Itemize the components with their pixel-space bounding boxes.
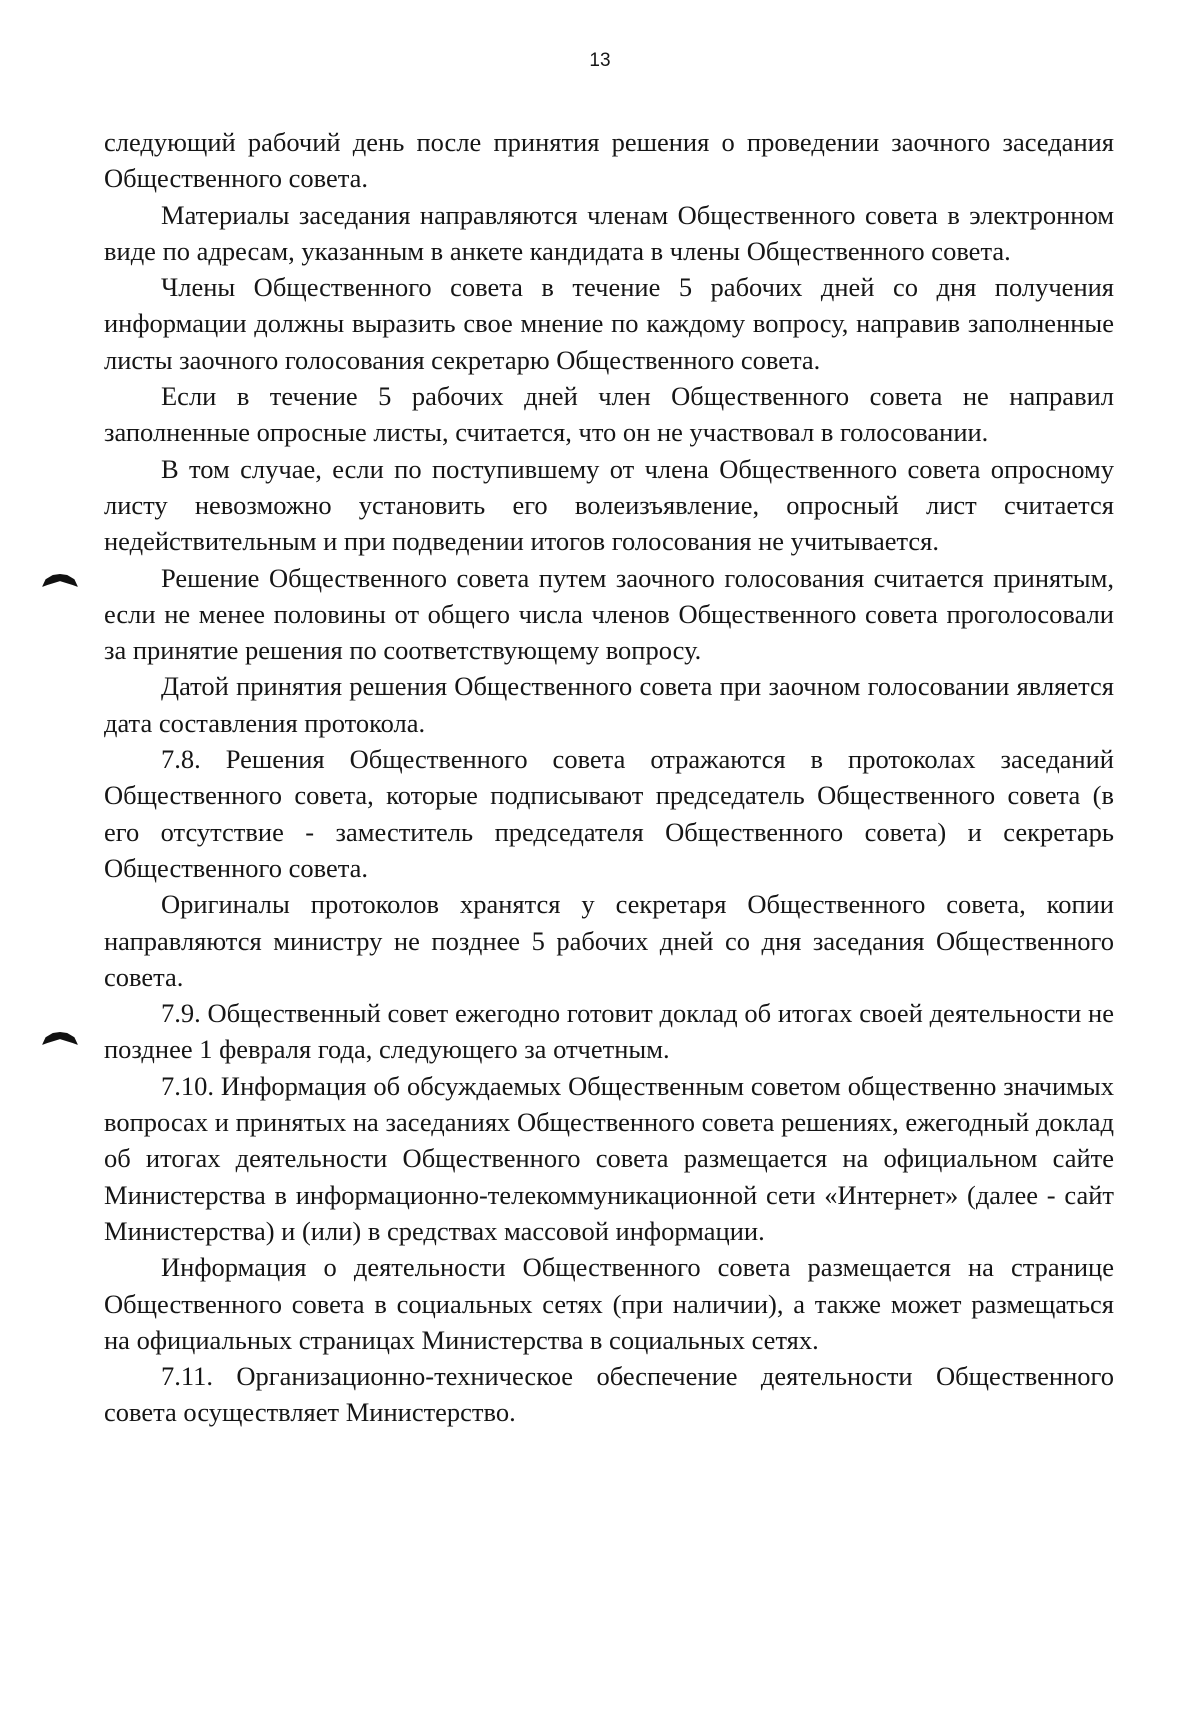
paragraph-members-voting: Члены Общественного совета в течение 5 рабочих дней со дня получения информации должны выразить свое мнение по каждому вопросу, направив заполненные листы заочного голосования секретарю Общественного совета. (104, 272, 1114, 375)
hole-punch-mark (42, 574, 78, 587)
hole-punch-mark (42, 1032, 78, 1045)
paragraph-7-9: 7.9. Общественный совет ежегодно готовит доклад об итогах своей деятельности не позднее 1 февраля года, следующего за отчетным. (104, 998, 1114, 1065)
paragraph-no-response: Если в течение 5 рабочих дней член Общественного совета не направил заполненные опросные листы, считается, что он не участвовал в голосовании. (104, 381, 1114, 448)
paragraph-decision-date: Датой принятия решения Общественного совета при заочном голосовании является дата составления протокола. (104, 671, 1114, 738)
paragraph-7-8: 7.8. Решения Общественного совета отражаются в протоколах заседаний Общественного совета, которые подписывают председатель Общественного совета (в его отсутствие - заместитель председателя Общественного совета) и секретарь Общественного совета. (104, 744, 1114, 883)
paragraph-7-10: 7.10. Информация об обсуждаемых Общественным советом общественно значимых вопросах и принятых на заседаниях Общественного совета решениях, ежегодный доклад об итогах деятельности Общественного совета размещается на официальном сайте Министерства в информационно-телекоммуникационной сети «Интернет» (далее - сайт Министерства) и (или) в средствах массовой информации. (104, 1070, 1114, 1246)
paragraph-decision-adopted: Решение Общественного совета путем заочного голосования считается принятым, если не менее половины от общего числа членов Общественного совета проголосовали за принятие решения по соответствующему вопросу. (104, 562, 1114, 666)
paragraph-continuation: следующий рабочий день после принятия решения о проведении заочного заседания Общественного совета. (104, 127, 1114, 194)
paragraph-7-11: 7.11. Организационно-техническое обеспечение деятельности Общественного совета осуществляет Министерство. (104, 1361, 1114, 1428)
page-number: 13 (589, 50, 611, 71)
paragraph-materials: Материалы заседания направляются членам Общественного совета в электронном виде по адресам, указанным в анкете кандидата в члены Общественного совета. (104, 199, 1114, 266)
paragraph-invalid-ballot: В том случае, если по поступившему от члена Общественного совета опросному листу невозможно установить его волеизъявление, опросный лист считается недействительным и при подведении итогов голосования не учитывается. (104, 453, 1114, 557)
paragraph-social-networks: Информация о деятельности Общественного совета размещается на странице Общественного совета в социальных сетях (при наличии), а также может размещаться на официальных страницах Министерства в социальных сетях. (104, 1252, 1114, 1355)
document-body (104, 124, 1114, 1431)
paragraph-protocol-originals: Оригиналы протоколов хранятся у секретаря Общественного совета, копии направляются министру не позднее 5 рабочих дней со дня заседания Общественного совета. (104, 889, 1114, 992)
